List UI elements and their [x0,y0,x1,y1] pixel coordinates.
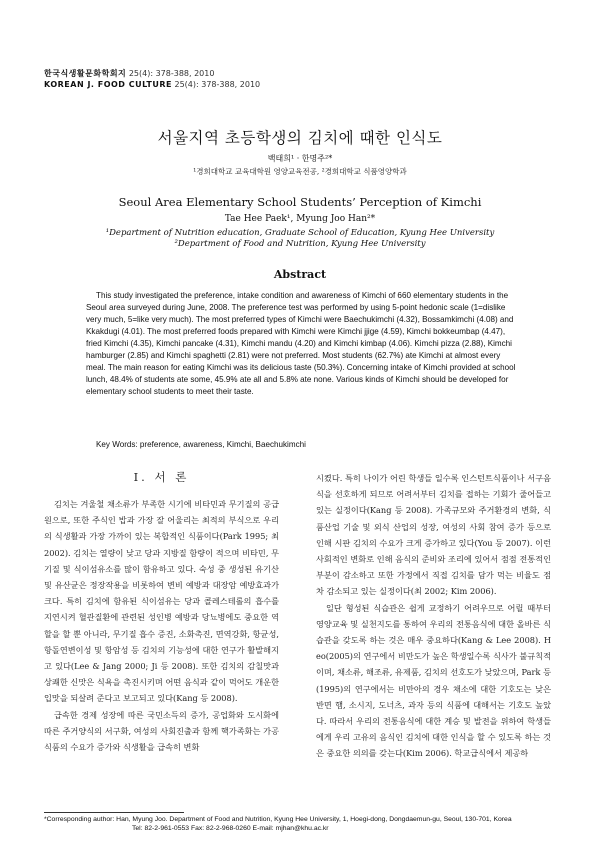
body-column-left [44,470,279,755]
body-column-right [316,470,551,762]
affiliations-english [0,228,600,250]
footnote-line-1: *Corresponding author: Han, Myung Joo. Department of Food and Nutrition, Kyung Hee University, 1, Hoegi-dong, Dongdaemun-gu, Seoul, 130-701, Korea [44,816,512,823]
body-paragraph: 일단 형성된 식습관은 쉽게 교정하기 어려우므로 어릴 때부터 영양교육 및 실천지도를 통하여 우리의 전통음식에 대한 올바른 식습관을 갖도록 하는 것은 매우 중요하다(Kang & Lee 2008). Heo(2005)의 연구에서 비만도가 높은 학생일수록 식사가 불규칙적이며, 채소류, 해조류, 유제품, 김치의 선호도가 낮았으며, Park 등(1995)의 연구에서는 비만아의 경우 채소에 대한 기호도는 낮은 반면 햄, 소시지, 도너츠, 과자 등의 식품에 대해서는 기호도 높았다. 따라서 우리의 전통음식에 대한 계승 및 발전을 위하여 학생들에게 우리 고유의 음식인 김치에 대한 인식을 할 수 있도록 하는 것은 중요한 의의를 갖는다(Kim 2006). 학교급식에서 제공하 [316,602,551,759]
journal-line-ko [44,68,260,79]
footnote-line-2: Tel: 82-2-961-0553 Fax: 82-2-968-0260 E-mail: mjhan@khu.ac.kr [132,825,329,832]
body-paragraph: 김치는 겨울철 채소류가 부족한 시기에 비타민과 무기질의 공급원으로, 또한 주식인 밥과 가장 잘 어울리는 최적의 부식으로 우리의 식생활과 가장 가까이 있는 복합적인 식품이다(Park 1995; 최 2002). 김치는 열량이 낮고 당과 지방질 함량이 적으며 비타민, 무기질 및 식이섬유소를 많이 함유하고 있다. 숙성 중 생성된 유기산 및 유산균은 정장작용을 비롯하여 변비 예방과 대장암 예방효과가 크다. 특히 김치에 함유된 식이섬유는 당과 콜레스테롤의 흡수를 지연시켜 혈관질환에 관련된 성인병 예방과 당뇨병에도 중요한 역할을 할 뿐 아니라, 무기질 흡수 증진, 소화촉진, 면역강화, 항균성, 항돌연변이성 및 항암성 등 김치의 기능성에 대한 연구가 활발해지고 있다(Lee & Jang 2000; Ji 등 2008). 또한 김치의 감칠맛과 상쾌한 신맛은 식욕을 촉진시키며 어떤 음식과 같이 먹어도 개운한 입맛을 되살려 준다고 보고되고 있다(Kang 등 2008). [44,499,279,704]
journal-citation-ko: 25(4): 378-388, 2010 [128,69,215,78]
affiliations-korean: ¹경희대학교 교육대학원 영양교육전공, ²경희대학교 식품영양학과 [193,167,407,176]
section-heading-introduction: I. 서 론 [133,470,190,484]
footnote-divider [44,812,184,813]
abstract-heading: Abstract [273,268,327,281]
journal-line-en [44,79,260,90]
authors-korean: 백태희¹ · 한명주²* [267,154,333,163]
paper-title-english: Seoul Area Elementary School Students’ Perception of Kimchi [118,195,482,209]
abstract-body: This study investigated the preference, intake condition and awareness of Kimchi of 660 elementary students in the Seoul area surveyed during June, 2008. The preference test was performed by using 5-point hedonic scale (1=dislike very much, 5=like very much). The most preferred types of Kimchi were Baechukimchi (4.32), Bossamkimchi (4.08) and Kkakdugi (4.01). The most preferred foods prepared with Kimchi were Kimchi jjige (4.59), Kimchi bokkeumbap (4.47), fried Kimchi (4.35), Kimchi pancake (4.31), Kimchi mandu (4.20) and Kimchi kimbap (4.06). Kimchi pizza (2.88), Kimchi hamburger (2.85) and Kimchi spaghetti (2.81) were not preferred. Most students (62.7%) ate Kimchi at almost every meal. The main reason for eating Kimchi was its delicious taste (50.3%). Concerning intake of Kimchi provided at school lunch, 48.4% of students ate some, 45.9% ate all and 5.8% ate none. Various kinds of Kimchi should be developed for elementary school students to meet their taste. [86,291,516,396]
body-paragraph: 시켰다. 특히 나이가 어린 학생들 일수록 인스턴트식품이나 서구음식을 선호하게 되므로 어려서부터 김치를 접하는 기회가 줄어들고 있는 실정이다(Kang 등 2008). 가족규모와 주거환경의 변화, 식품산업 기술 및 외식 산업의 성장, 여성의 사회 참여 증가 등으로 인해 시판 김치의 수요가 크게 증가하고 있다(You 등 2007). 이런 사회적인 변화로 인해 음식의 준비와 조리에 있어서 점점 전통적인 부분이 감소하고 또한 가정에서 직접 김치를 담가 먹는 비율도 점차 감소되고 있는 실정이다(최 2002; Kim 2006). [316,473,551,597]
journal-citation-en: 25(4): 378-388, 2010 [174,80,261,89]
paper-title-korean: 서울지역 초등학생의 김치에 때한 인식도 [157,129,443,147]
journal-header [44,68,260,90]
affiliation-english-1: ¹Department of Nutrition education, Graduate School of Education, Kyung Hee University [105,228,495,238]
authors-english: Tae Hee Paek¹, Myung Joo Han²* [224,214,376,224]
body-paragraph: 급속한 경제 성장에 따른 국민소득의 증가, 공업화와 도시화에 따른 주거양식의 서구화, 여성의 사회진출과 함께 핵가족화는 가공식품의 수요가 증가와 식생활을 급속히 변화 [44,709,279,753]
corresponding-author-footnote [44,815,564,833]
keywords: Key Words: preference, awareness, Kimchi, Baechukimchi [96,440,306,449]
affiliation-english-2: ²Department of Food and Nutrition, Kyung Hee University [174,239,426,249]
journal-name-en: KOREAN J. FOOD CULTURE [44,80,172,89]
journal-name-ko: 한국식생활문화학회지 [44,69,127,78]
